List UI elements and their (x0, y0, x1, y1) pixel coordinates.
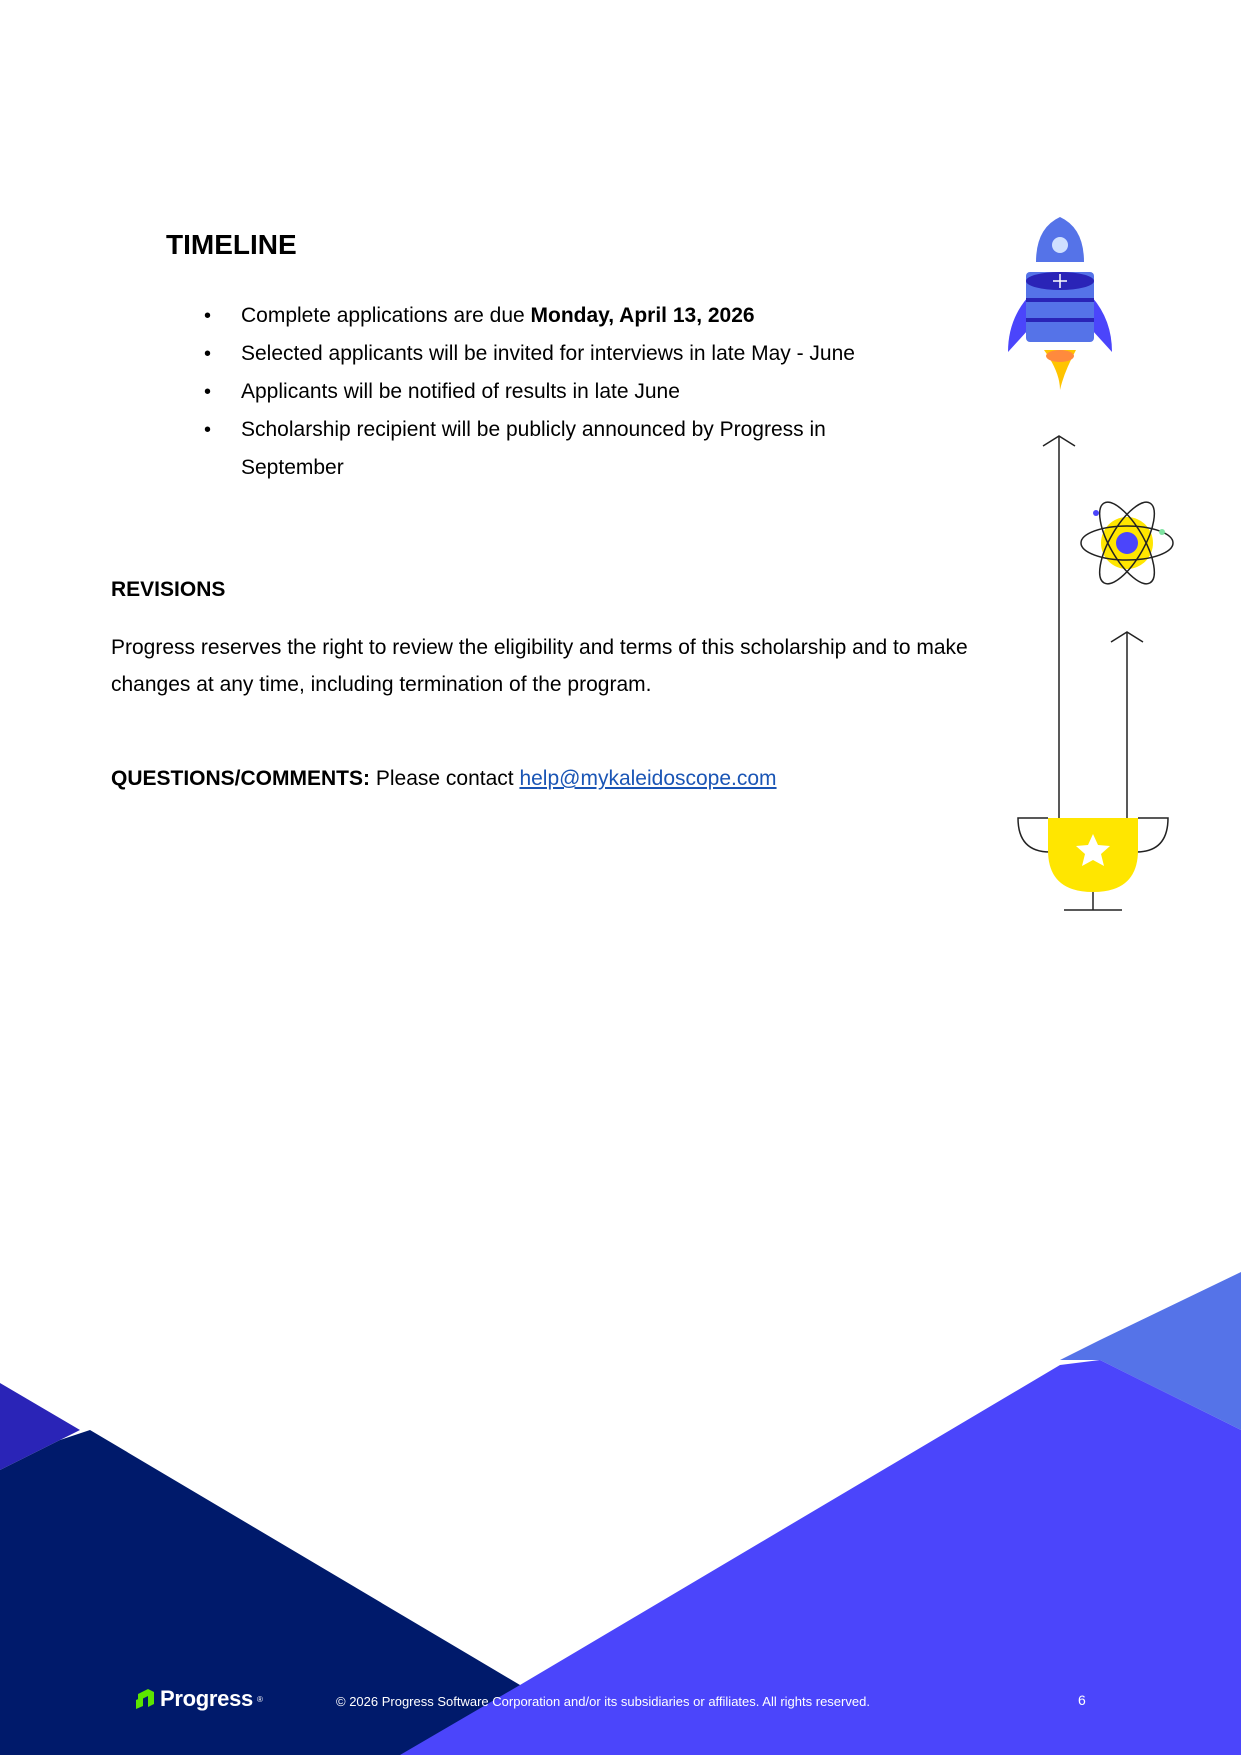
timeline-item: • Applicants will be notified of results in late June (241, 373, 941, 411)
revisions-body: Progress reserves the right to review the eligibility and terms of this scholarship and to make changes at any time, including termination of the program. (111, 636, 968, 696)
long-arrow-icon (1043, 436, 1075, 818)
page-number: 6 (1078, 1692, 1086, 1708)
questions-line (111, 764, 777, 794)
contact-email-link[interactable]: help@mykaleidoscope.com (519, 767, 777, 790)
timeline-item: • Scholarship recipient will be publicly announced by Progress in September (241, 411, 881, 487)
progress-logo-mark: ® (256, 1694, 263, 1704)
timeline-item-text: Complete applications are due (241, 304, 531, 327)
progress-logo-icon (134, 1688, 156, 1710)
timeline-item: • Selected applicants will be invited for interviews in late May - June (241, 335, 941, 373)
progress-logo-text: Progress (160, 1686, 253, 1711)
timeline-item-date: Monday, April 13, 2026 (530, 304, 755, 327)
timeline-item (241, 297, 941, 335)
trophy-icon (1018, 818, 1168, 910)
atom-icon (1081, 495, 1173, 592)
rocket-icon (1008, 217, 1112, 390)
questions-text: Please contact (370, 767, 520, 790)
short-arrow-icon (1111, 632, 1143, 818)
questions-label: QUESTIONS/COMMENTS: (111, 767, 371, 790)
timeline-list (241, 297, 941, 487)
footer-copyright: © 2026 Progress Software Corporation and/or its subsidiaries or affiliates. All rights reserved. (336, 1694, 870, 1709)
timeline-heading: TIMELINE (166, 229, 297, 260)
progress-logo (134, 1686, 263, 1712)
revisions-heading: REVISIONS (111, 578, 226, 601)
illustration (990, 205, 1190, 925)
